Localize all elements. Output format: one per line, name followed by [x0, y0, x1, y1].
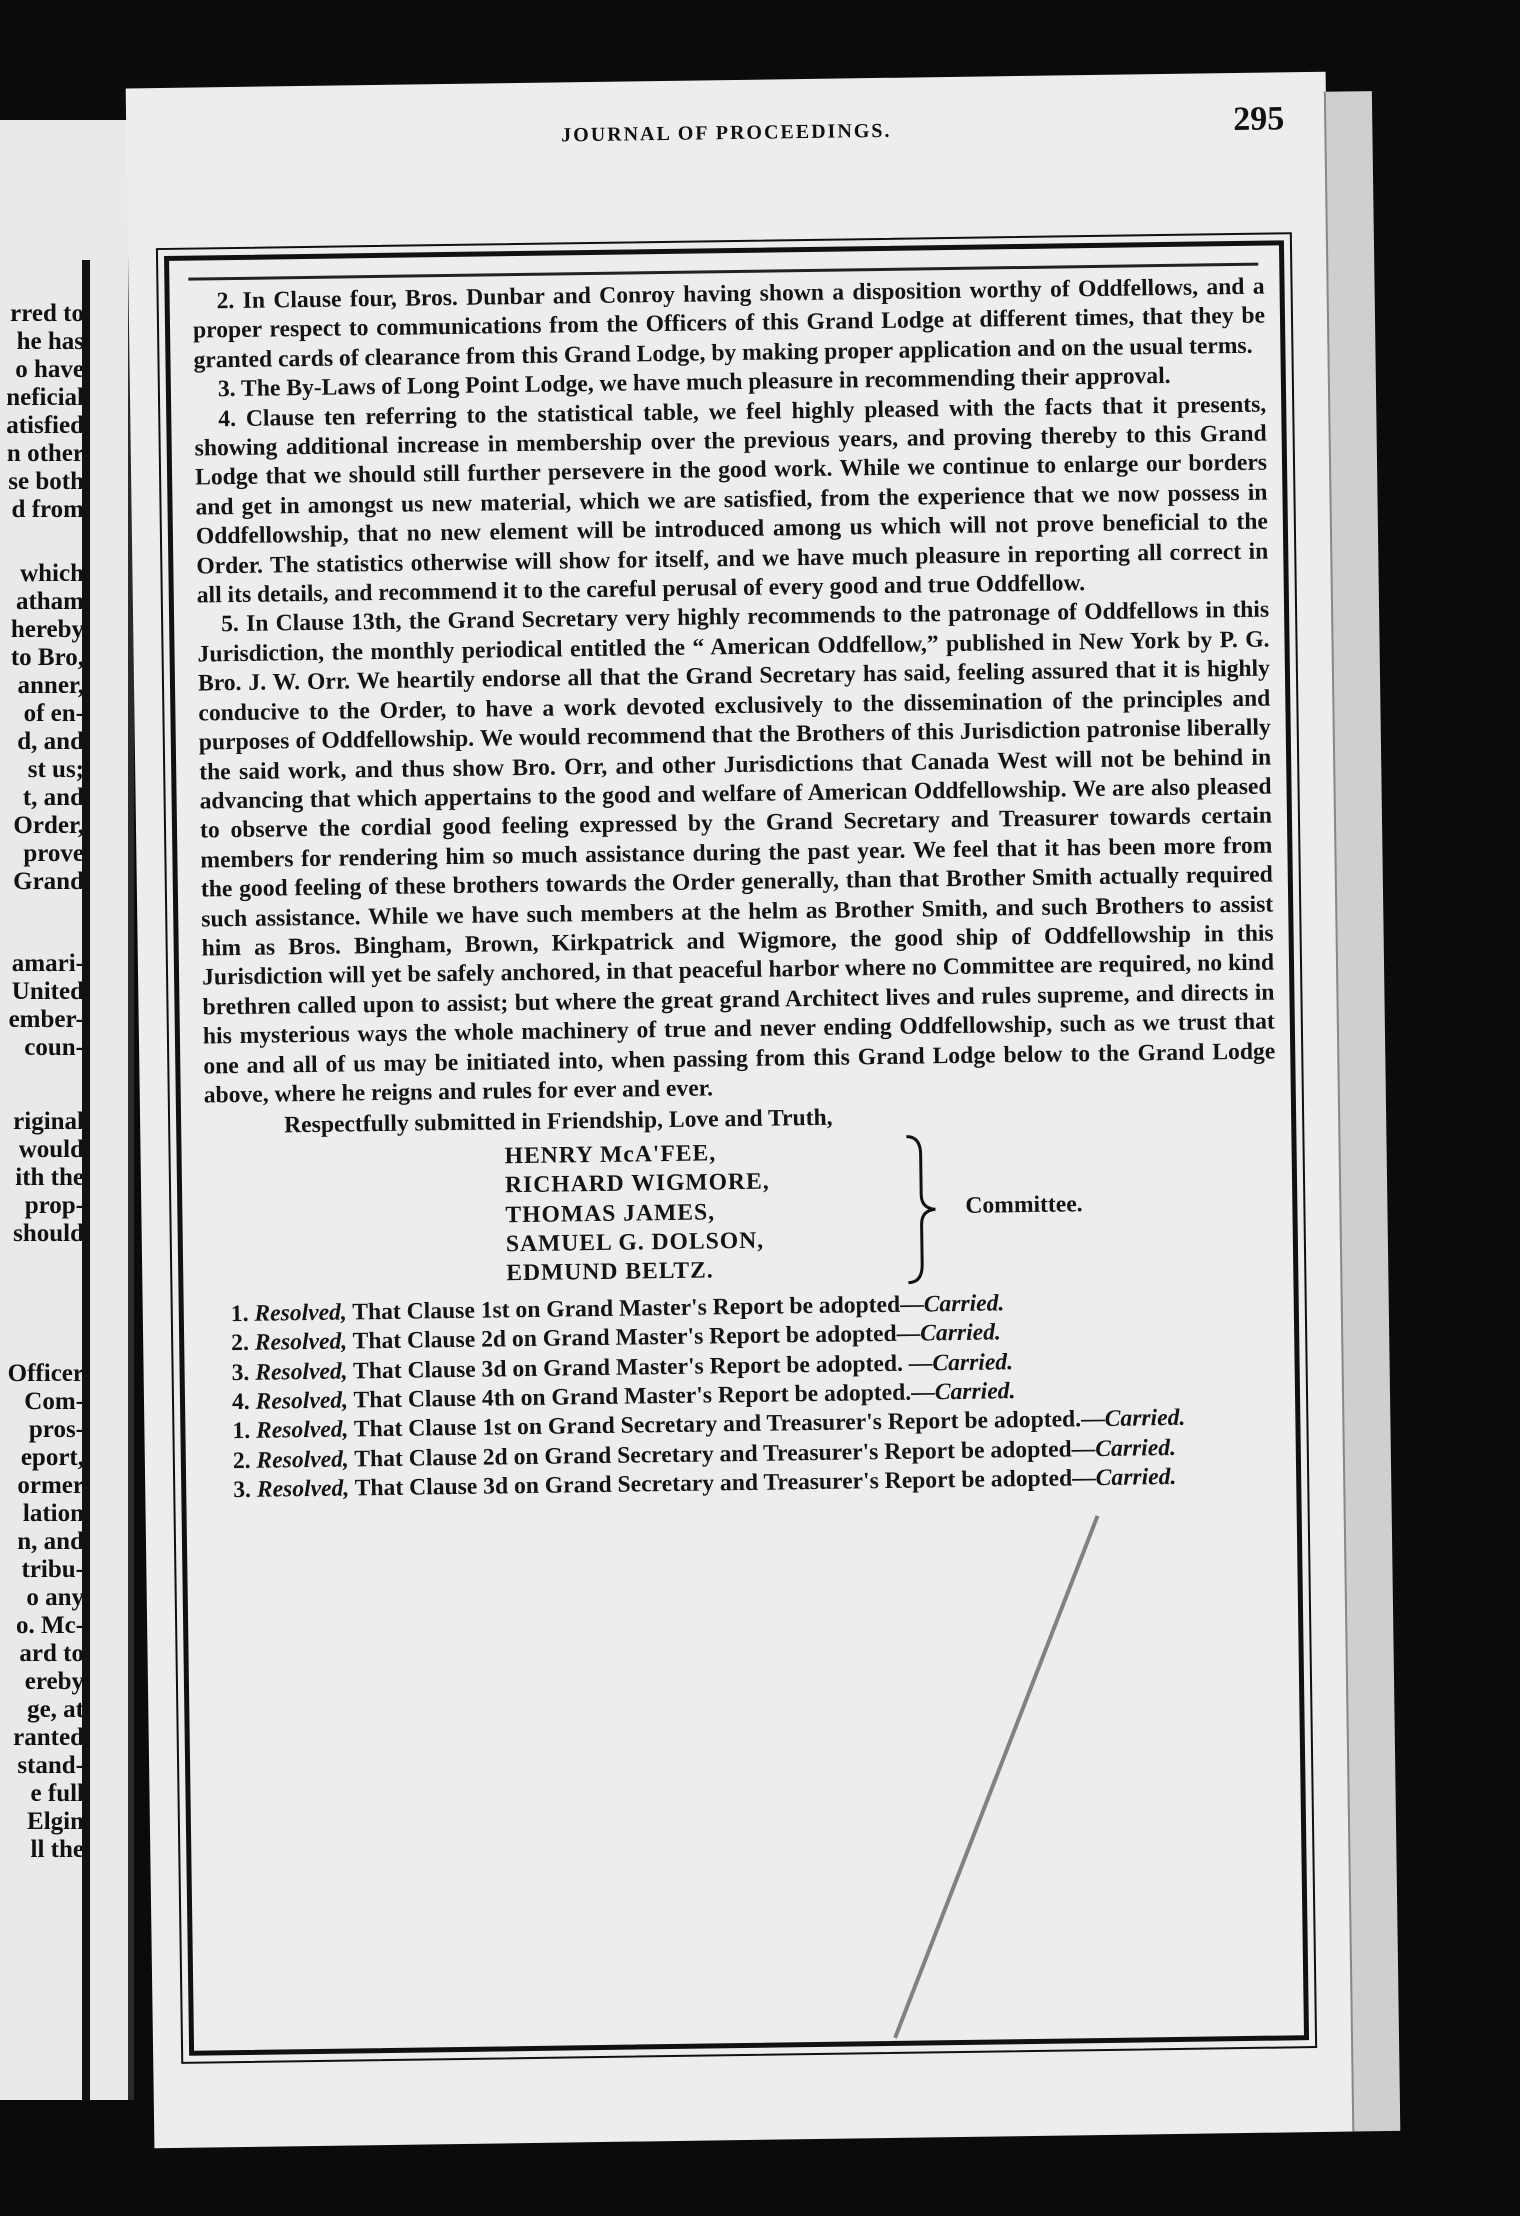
signatory-list	[504, 1138, 771, 1289]
facing-page-line: Order,	[13, 812, 84, 839]
facing-page-line: ember-	[8, 1006, 84, 1033]
facing-page-line: Grand	[13, 868, 84, 895]
signatory-name: EDMUND BELTZ.	[506, 1257, 714, 1287]
resolutions-list	[207, 1285, 1282, 1506]
carried-label: Carried.	[932, 1348, 1014, 1376]
facing-page-line: pros-	[28, 1416, 84, 1443]
resolved-word: Resolved,	[254, 1299, 347, 1327]
facing-page-line: n other	[6, 440, 84, 467]
resolution-text: That Clause 1st on Grand Secretary and Treasurer's Report be adopted.—	[348, 1406, 1105, 1443]
facing-page-line: tribu-	[21, 1556, 84, 1583]
facing-page-line: should	[13, 1220, 84, 1247]
resolved-word: Resolved,	[256, 1475, 350, 1504]
resolution-number: 3.	[231, 1359, 250, 1386]
resolution-text: That Clause 4th on Grand Master's Report be adopted.—	[347, 1379, 935, 1414]
resolution-number: 1.	[230, 1300, 249, 1327]
facing-page-line: ith the	[15, 1164, 84, 1191]
brace-icon	[900, 1134, 942, 1285]
facing-page-fragment	[0, 120, 134, 2100]
resolution-number: 3.	[233, 1477, 252, 1504]
page-number: 295	[1232, 100, 1285, 139]
facing-page-line: rred to	[10, 300, 84, 327]
facing-page-line: lation	[22, 1500, 84, 1527]
carried-label: Carried.	[920, 1319, 1002, 1347]
facing-page-line: atisfied	[6, 412, 84, 439]
facing-page-line: st us;	[27, 756, 84, 783]
facing-page-line: e full	[30, 1780, 84, 1807]
facing-page-line: o. Mc-	[15, 1612, 84, 1639]
facing-page-line: n, and	[17, 1528, 84, 1555]
facing-page-line: which	[20, 560, 84, 587]
facing-page-line: atham	[15, 588, 84, 615]
facing-page-line: stand-	[17, 1752, 84, 1779]
facing-page-line: United	[11, 978, 84, 1005]
facing-page-line: to Bro,	[10, 644, 84, 671]
facing-page-line: ereby	[24, 1668, 84, 1695]
resolved-word: Resolved,	[255, 1416, 349, 1445]
resolution-number: 2.	[231, 1330, 250, 1357]
committee-label: Committee.	[965, 1191, 1083, 1219]
facing-page-line: prop-	[24, 1192, 84, 1219]
resolved-word: Resolved,	[254, 1328, 348, 1356]
running-head: JOURNAL OF PROCEEDINGS.	[561, 119, 892, 147]
resolved-word: Resolved,	[255, 1358, 348, 1386]
facing-page-line: amari-	[11, 950, 84, 977]
paragraph-clause-thirteen: 5. In Clause 13th, the Grand Secretary very highly recommends to the patronage of Oddfellows in this Jurisdiction, the monthly periodical entitled the “ American Oddfellow,” published in New York by P. G. Bro. J. W. Orr. We heartily endorse all that the Grand Secretary has said, feeling assured that it is highly conducive to the Order, to have a work devoted exclusively to the dissemination of the principles and purposes of Oddfellowship. We would recommend that the Brothers of this Jurisdiction patronise liberally the said work, and thus show Bro. Orr, and other Jurisdictions that Canada West will not be behind in advancing that which appertains to the good and welfare of American Oddfellowship. We are also pleased to observe the cordial good feeling expressed by the Grand Secretary and Treasurer towards certain members for rendering him so much assistance during the past year. We feel that it has been more from the good feeling of these brothers towards the Order generally, than that Brother Smith actually required such assistance. While we have such members at the helm as Brother Smith, and such Brothers to assist him as Bros. Bingham, Brown, Kirkpatrick and Wigmore, the good ship of Oddfellowship in this Jurisdiction will yet be safely anchored, in that peaceful harbor where no Committee are required, no kind brethren called upon to assist; but where the great grand Architect lives and rules supreme, and directs in his mysterious ways the whole machinery of true and never ending Oddfellowship, such as we trust that one and all of us may be initiated into, when passing from this Grand Lodge below to the Grand Lodge above, where he reigns and rules for ever and ever.	[197, 597, 1276, 1109]
facing-page-line: ll the	[30, 1836, 84, 1863]
facing-page-line: coun-	[24, 1034, 84, 1061]
facing-page-line: o any	[26, 1584, 84, 1611]
facing-page-line: prove	[23, 840, 84, 867]
paragraph-by-laws: 3. The By-Laws of Long Point Lodge, we have much pleasure in recommending their approval.	[217, 363, 1171, 403]
facing-page-line: neficial	[6, 384, 84, 411]
facing-page-line: of en-	[23, 700, 84, 727]
facing-page-line: o have	[15, 356, 84, 383]
resolved-word: Resolved,	[256, 1446, 350, 1474]
resolution-number: 2.	[232, 1447, 251, 1474]
carried-label: Carried.	[1104, 1405, 1186, 1433]
facing-page-line: d, and	[17, 728, 84, 755]
facing-page-line: Elgin	[27, 1808, 84, 1835]
signatory-name: THOMAS JAMES,	[505, 1198, 716, 1228]
resolution-number: 4.	[231, 1388, 250, 1416]
page-edge	[1324, 91, 1400, 2131]
facing-page-line: d from	[11, 496, 84, 523]
resolution-text: That Clause 3d on Grand Secretary and Treasurer's Report be adopted—	[349, 1465, 1096, 1502]
carried-label: Carried.	[934, 1378, 1016, 1406]
facing-page-line: Com-	[24, 1388, 84, 1415]
facing-page-line: ranted	[13, 1724, 84, 1751]
facing-page-line: he has	[16, 328, 84, 355]
facing-page-line: ormer	[17, 1472, 84, 1499]
facing-page-line: hereby	[10, 616, 84, 643]
facing-page-line: ge, at	[27, 1696, 84, 1723]
facing-page-line: Officer	[7, 1360, 84, 1387]
facing-page-line: anner,	[17, 672, 84, 699]
resolution-text: That Clause 2d on Grand Secretary and Treasurer's Report be adopted—	[348, 1435, 1096, 1473]
facing-page-line: ard to	[19, 1640, 84, 1667]
resolution-text: That Clause 2d on Grand Master's Report be adopted—	[347, 1320, 921, 1355]
paragraph-clause-ten: 4. Clause ten referring to the statistical table, we feel highly pleased with the facts that it presents, showing additional increase in membership over the previous years, and proving thereby to this Grand Lodge that we should still further persevere in the good work. While we continue to enlarge our borders and get in amongst us new material, which we are satisfied, from the experience that we now possess in Oddfellowship, that no new element will be introduced among us which will not prove beneficial to the Order. The statistics otherwise will show for itself, and we have much pleasure in reporting all correct in all its details, and recommend it to the careful perusal of every good and true Oddfellow.	[194, 391, 1269, 609]
carried-label: Carried.	[923, 1290, 1005, 1318]
signatory-name: RICHARD WIGMORE,	[504, 1168, 770, 1199]
resolution-text: That Clause 3d on Grand Master's Report be adopted. —	[347, 1349, 933, 1385]
resolution-number: 1.	[232, 1418, 251, 1445]
resolved-word: Resolved,	[255, 1387, 349, 1415]
signatory-name: HENRY McA'FEE,	[504, 1140, 717, 1170]
signatory-name: SAMUEL G. DOLSON,	[505, 1227, 765, 1258]
carried-label: Carried.	[1095, 1434, 1177, 1462]
facing-page-line: eport,	[20, 1444, 84, 1471]
facing-page-line: riginal	[13, 1108, 84, 1135]
page-header	[162, 100, 1291, 166]
facing-page-line: would	[18, 1136, 84, 1163]
page-body	[192, 273, 1281, 1506]
closing-line: Respectfully submitted in Friendship, Love and Truth,	[283, 1105, 833, 1139]
carried-label: Carried.	[1095, 1464, 1177, 1492]
facing-page-line: se both	[8, 468, 84, 495]
facing-page-line: t, and	[22, 784, 84, 811]
paragraph-clause-four: 2. In Clause four, Bros. Dunbar and Conroy having shown a disposition worthy of Oddfellows, and a proper respect to communications from the Officers of this Grand Lodge at different times, that they be granted cards of clearance from this Grand Lodge, by making proper application and on the usual terms.	[192, 273, 1266, 374]
signature-block	[204, 1129, 1278, 1300]
resolution-text: That Clause 1st on Grand Master's Report be adopted—	[346, 1291, 924, 1326]
book-page	[126, 72, 1355, 2149]
